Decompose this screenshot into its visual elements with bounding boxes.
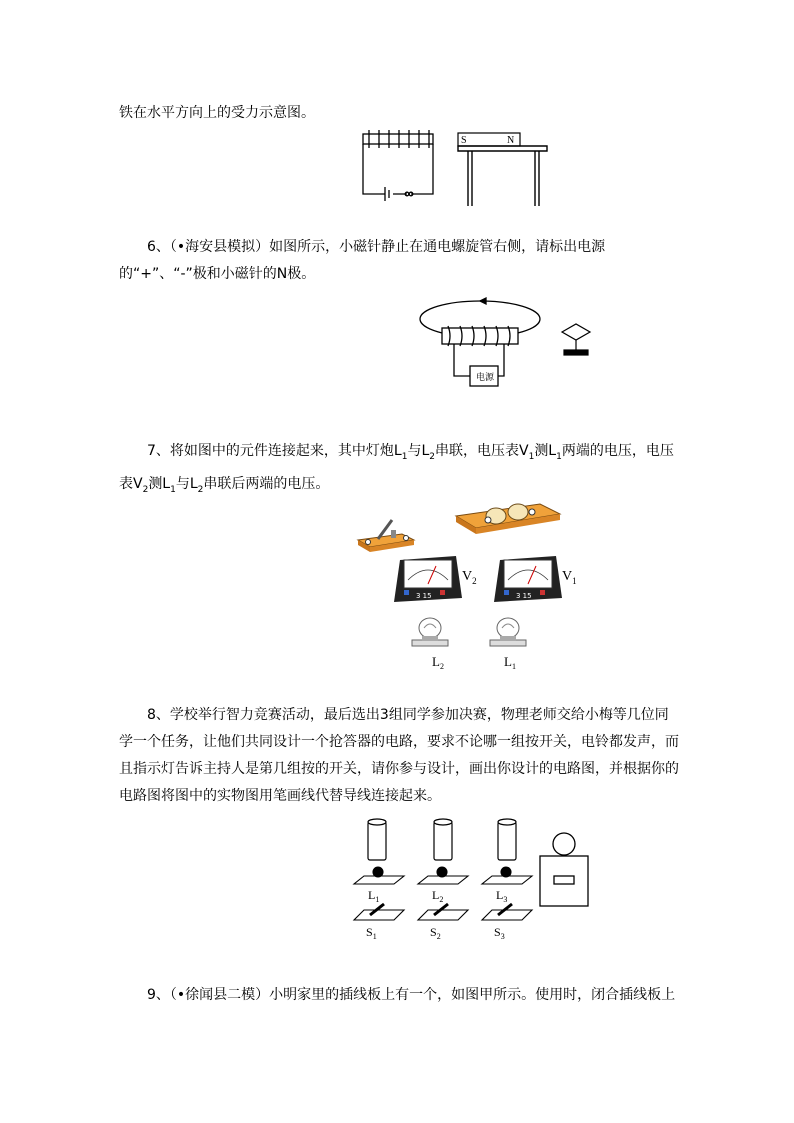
v2-label: $V_2$ bbox=[462, 569, 477, 586]
switch-label-1: $S_1$ bbox=[366, 925, 377, 941]
battery-holder bbox=[456, 504, 560, 534]
q5-figure bbox=[355, 124, 555, 210]
lamp-l1 bbox=[490, 618, 526, 646]
q9-text: 9、（•徐闻县二模）小明家里的插线板上有一个，如图甲所示。使用时，闭合插线板上 bbox=[147, 987, 676, 1003]
q7-text: 7、将如图中的元件连接起来，其中灯炮$L_1$与$L_2$串联，电压表$V_1$测$L_1$两端的电压，电压表$V_2$测$L_1$与$L_2$串联后两端的电压。 bbox=[119, 443, 674, 495]
svg-text:N: N bbox=[507, 135, 515, 146]
electric-bell bbox=[540, 833, 588, 906]
q7-figure bbox=[356, 494, 596, 674]
lamp-label-1: $L_1$ bbox=[368, 888, 380, 904]
q5-text: 铁在水平方向上的受力示意图。 bbox=[119, 105, 315, 121]
switch-label-2: $S_2$ bbox=[430, 925, 441, 941]
electromagnet-coil bbox=[363, 130, 433, 201]
power-source-label: 电源 bbox=[476, 373, 495, 383]
lamp-label-3: $L_3$ bbox=[496, 888, 508, 904]
lamps bbox=[354, 867, 532, 884]
lamp-label-2: $L_2$ bbox=[432, 888, 444, 904]
table bbox=[458, 146, 547, 206]
voltmeter-v1 bbox=[494, 556, 562, 602]
voltmeter-v2 bbox=[394, 556, 462, 602]
bar-magnet bbox=[458, 133, 520, 146]
svg-text:S: S bbox=[461, 135, 467, 146]
switches bbox=[354, 904, 532, 920]
q8-figure bbox=[346, 812, 596, 942]
q6-text: 6、（•海安县模拟）如图所示，小磁针静止在通电螺旋管右侧，请标出电源的“+”、“-”极和小磁针的N极。 bbox=[119, 239, 606, 282]
svg-text:3 15: 3 15 bbox=[516, 592, 532, 600]
compass-needle bbox=[562, 324, 590, 355]
lamp-l2 bbox=[412, 618, 448, 646]
l1-label: $L_1$ bbox=[504, 654, 516, 671]
switch-label-3: $S_3$ bbox=[494, 925, 505, 941]
batteries bbox=[368, 819, 516, 860]
v1-label: $V_1$ bbox=[562, 569, 577, 586]
q8-text: 8、学校举行智力竞赛活动，最后选出3组同学参加决赛，物理老师交给小梅等几位同学一个任务，让他们共同设计一个抢答器的电路，要求不论哪一组按开关，电铃都发声，而且指示灯告诉主持人是第几组按的开关，请你参与设计，画出你设计的电路图，并根据你的电路图将图中的实物图用笔画线代替导线连接起来。 bbox=[119, 707, 679, 804]
knife-switch bbox=[358, 520, 414, 552]
q6-figure bbox=[418, 292, 598, 398]
l2-label: $L_2$ bbox=[432, 654, 444, 671]
svg-text:3 15: 3 15 bbox=[416, 592, 432, 600]
